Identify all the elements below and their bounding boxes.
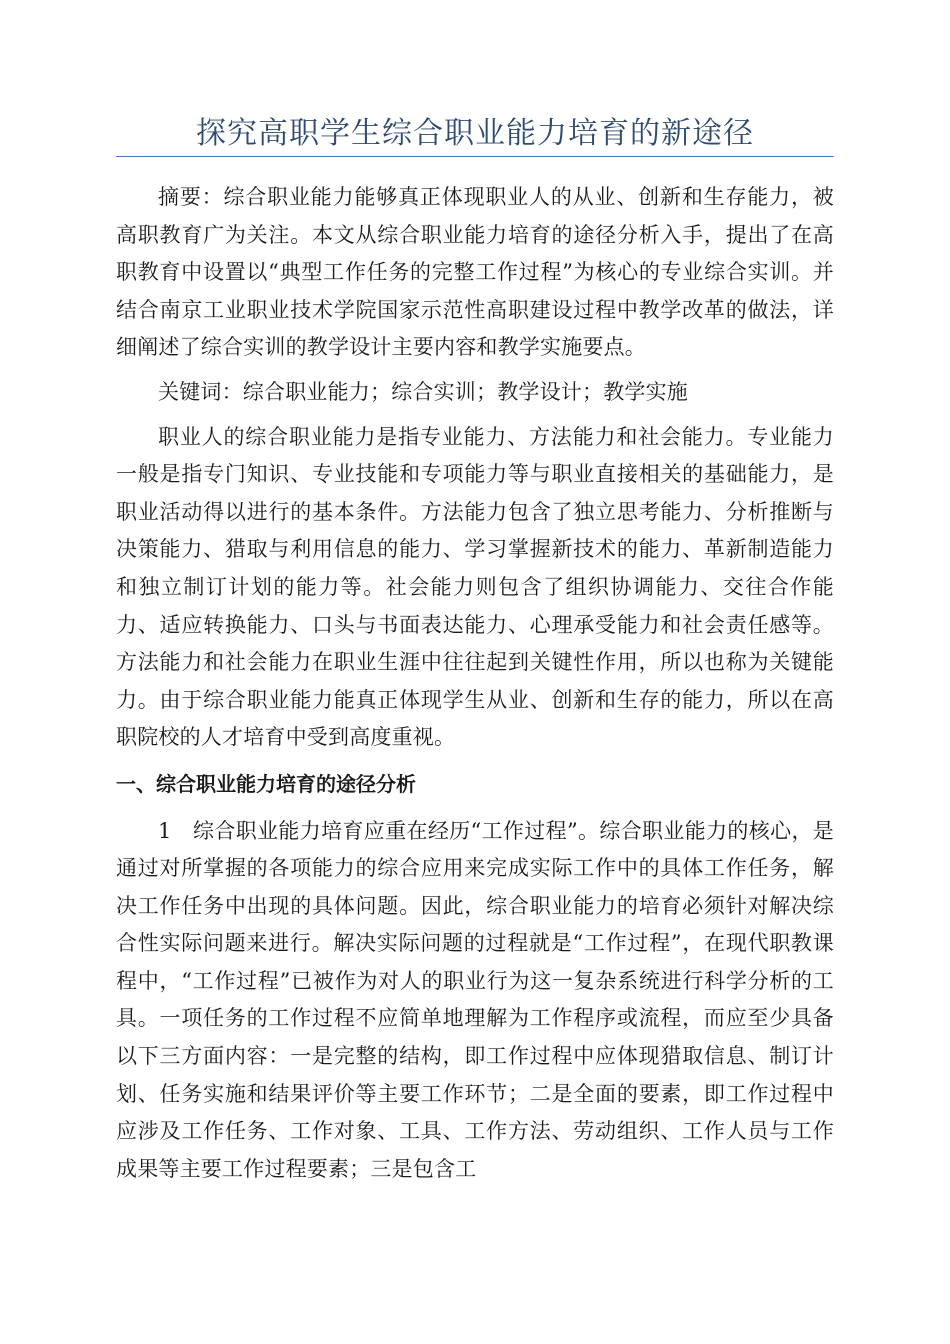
- keywords-paragraph: 关键词：综合职业能力；综合实训；教学设计；教学实施: [158, 379, 688, 404]
- intro-paragraph: 职业人的综合职业能力是指专业能力、方法能力和社会能力。专业能力一般是指专门知识、专业技能和专项能力等与职业直接相关的基础能力，是职业活动得以进行的基本条件。方法能力包含了独立思考能力、分析推断与决策能力、猎取与利用信息的能力、学习掌握新技术的能力、革新制造能力和独立制订计划的能力等。社会能力则包含了组织协调能力、交往合作能力、适应转换能力、口头与书面表达能力、心理承受能力和社会责任感等。方法能力和社会能力在职业生涯中往往起到关键性作用，所以也称为关键能力。由于综合职业能力能真正体现学生从业、创新和生存的能力，所以在高职院校的人才培育中受到高度重视。: [116, 424, 834, 750]
- document-title: 探究高职学生综合职业能力培育的新途径: [196, 116, 754, 151]
- body-paragraph: 1 综合职业能力培育应重在经历“工作过程”。综合职业能力的核心，是通过对所掌握的各项能力的综合应用来完成实际工作中的具体工作任务，解决工作任务中出现的具体问题。因此，综合职业能力的培育必须针对解决综合性实际问题来进行。解决实际问题的过程就是“工作过程”，在现代职教课程中，“工作过程”已被作为对人的职业行为这一复杂系统进行科学分析的工具。一项任务的工作过程不应简单地理解为工作程序或流程，而应至少具备以下三方面内容：一是完整的结构，即工作过程中应体现猎取信息、制订计划、任务实施和结果评价等主要工作环节；二是全面的要素，即工作过程中应涉及工作任务、工作对象、工具、工作方法、劳动组织、工作人员与工作成果等主要工作过程要素；三是包含工: [116, 818, 834, 1181]
- document-page: [116, 0, 834, 1188]
- title-underline: [116, 156, 834, 157]
- abstract-paragraph: 摘要：综合职业能力能够真正体现职业人的从业、创新和生存能力，被高职教育广为关注。本文从综合职业能力培育的途径分析入手，提出了在高职教育中设置以“典型工作任务的完整工作过程”为核心的专业综合实训。并结合南京工业职业技术学院国家示范性高职建设过程中教学改革的做法，详细阐述了综合实训的教学设计主要内容和教学实施要点。: [116, 185, 834, 360]
- section-heading: 一、综合职业能力培育的途径分析: [116, 771, 416, 796]
